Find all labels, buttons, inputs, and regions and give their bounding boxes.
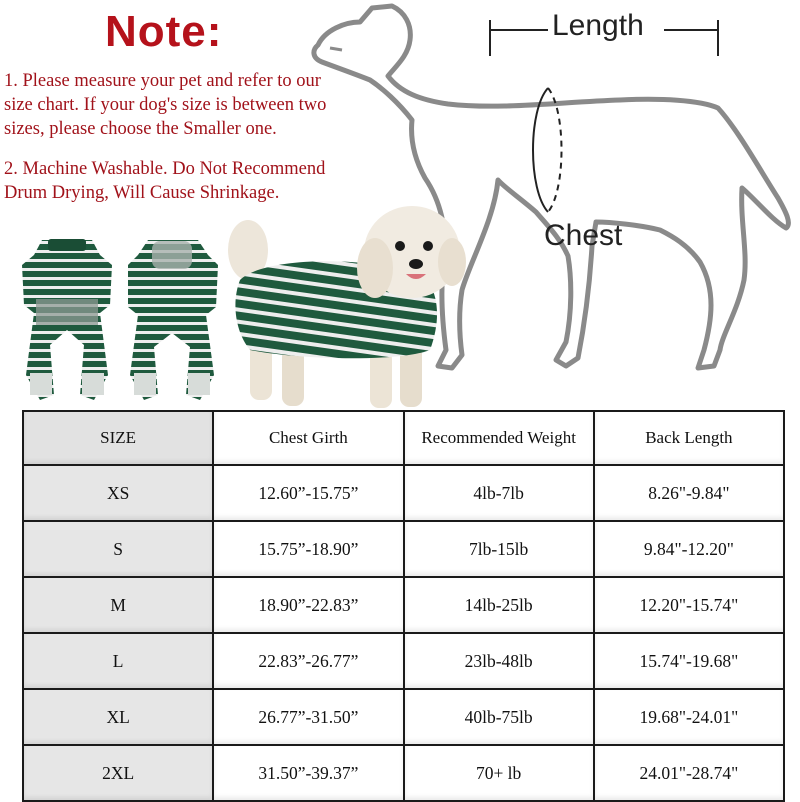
note-line-1: 1. Please measure your pet and refer to our bbox=[4, 71, 321, 91]
header-size: SIZE bbox=[23, 411, 213, 465]
dog-wearing-shirt-photo bbox=[220, 200, 480, 415]
table-row bbox=[23, 633, 784, 689]
chest-label: Chest bbox=[544, 219, 623, 252]
note-line-2: size chart. If your dog's size is between two bbox=[4, 95, 327, 115]
cell-chest-girth: 15.75”-18.90” bbox=[213, 521, 403, 577]
cell-size: XL bbox=[23, 689, 213, 745]
cell-back-length: 15.74"-19.68" bbox=[594, 633, 784, 689]
cell-back-length: 24.01"-28.74" bbox=[594, 745, 784, 801]
cell-weight: 23lb-48lb bbox=[404, 633, 594, 689]
table-row bbox=[23, 745, 784, 801]
cell-weight: 40lb-75lb bbox=[404, 689, 594, 745]
cell-size: M bbox=[23, 577, 213, 633]
cell-back-length: 8.26"-9.84" bbox=[594, 465, 784, 521]
cell-size: L bbox=[23, 633, 213, 689]
cell-weight: 14lb-25lb bbox=[404, 577, 594, 633]
cell-size: XS bbox=[23, 465, 213, 521]
cell-back-length: 19.68"-24.01" bbox=[594, 689, 784, 745]
cell-weight: 4lb-7lb bbox=[404, 465, 594, 521]
cell-back-length: 12.20"-15.74" bbox=[594, 577, 784, 633]
cell-size: 2XL bbox=[23, 745, 213, 801]
table-row bbox=[23, 465, 784, 521]
cell-back-length: 9.84"-12.20" bbox=[594, 521, 784, 577]
cell-chest-girth: 22.83”-26.77” bbox=[213, 633, 403, 689]
garment-back-image bbox=[120, 235, 225, 405]
cell-weight: 7lb-15lb bbox=[404, 521, 594, 577]
table-header-row bbox=[23, 411, 784, 465]
note-line-3: sizes, please choose the Smaller one. bbox=[4, 119, 277, 139]
note-line-4: 2. Machine Washable. Do Not Recommend bbox=[4, 159, 326, 179]
cell-chest-girth: 31.50”-39.37” bbox=[213, 745, 403, 801]
header-chest-girth: Chest Girth bbox=[213, 411, 403, 465]
cell-chest-girth: 18.90”-22.83” bbox=[213, 577, 403, 633]
cell-size: S bbox=[23, 521, 213, 577]
size-chart-table bbox=[22, 410, 785, 802]
cell-chest-girth: 26.77”-31.50” bbox=[213, 689, 403, 745]
garment-front-image bbox=[12, 235, 122, 405]
note-line-5: Drum Drying, Will Cause Shrinkage. bbox=[4, 183, 280, 203]
cell-weight: 70+ lb bbox=[404, 745, 594, 801]
header-back-length: Back Length bbox=[594, 411, 784, 465]
table-row bbox=[23, 521, 784, 577]
header-recommended-weight: Recommended Weight bbox=[404, 411, 594, 465]
cell-chest-girth: 12.60”-15.75” bbox=[213, 465, 403, 521]
length-label: Length bbox=[552, 9, 644, 42]
note-title: Note: bbox=[105, 7, 223, 56]
table-row bbox=[23, 577, 784, 633]
table-row bbox=[23, 689, 784, 745]
